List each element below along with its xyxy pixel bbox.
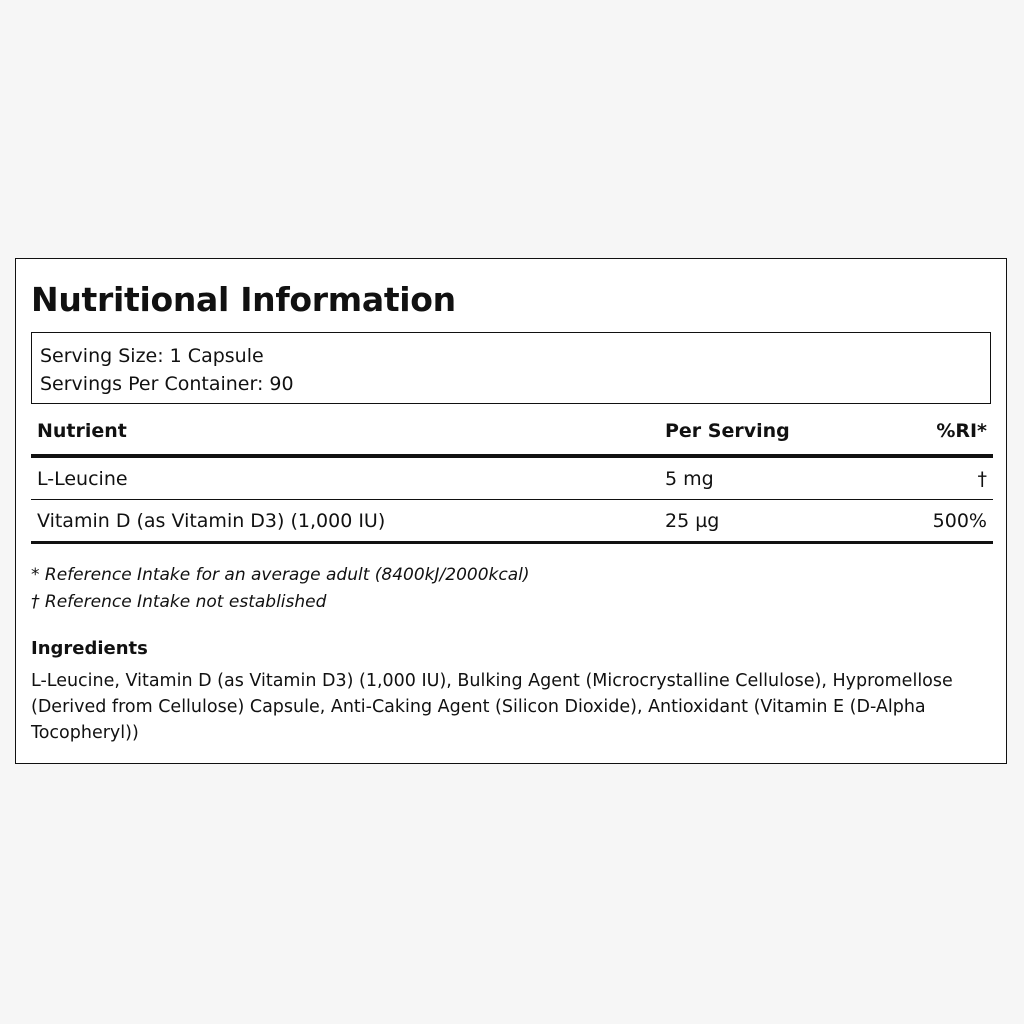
footnote-ri-reference: * Reference Intake for an average adult (8400kJ/2000kcal) [31, 565, 530, 585]
table-header-row [31, 420, 993, 456]
table-row [31, 456, 993, 500]
ingredients-heading: Ingredients [31, 638, 148, 659]
header-ri: %RI* [871, 420, 993, 456]
header-nutrient: Nutrient [31, 420, 659, 456]
panel-title: Nutritional Information [31, 280, 456, 319]
footnote-ri-not-established: † Reference Intake not established [31, 592, 327, 612]
table-row [31, 500, 993, 543]
ingredients-text: L-Leucine, Vitamin D (as Vitamin D3) (1,000 IU), Bulking Agent (Microcrystalline Cellulose), Hypromellose (Derived from Cellulose) Capsule, Anti-Caking Agent (Silicon Dioxide), Antioxidant (Vitamin E (D-Alpha Tocopheryl)) [31, 671, 953, 743]
serving-info-box [31, 332, 991, 404]
nutrient-name: Vitamin D (as Vitamin D3) (1,000 IU) [31, 500, 659, 543]
nutrient-table [31, 420, 993, 544]
servings-per-container: Servings Per Container: 90 [40, 373, 294, 395]
serving-size: Serving Size: 1 Capsule [40, 345, 264, 367]
nutrient-ri: † [871, 456, 993, 500]
nutrient-amount: 5 mg [659, 456, 871, 500]
header-per-serving: Per Serving [659, 420, 871, 456]
nutrient-amount: 25 µg [659, 500, 871, 543]
nutrient-name: L-Leucine [31, 456, 659, 500]
nutrient-ri: 500% [871, 500, 993, 543]
nutrition-panel [15, 258, 1007, 764]
footnotes [31, 562, 991, 616]
